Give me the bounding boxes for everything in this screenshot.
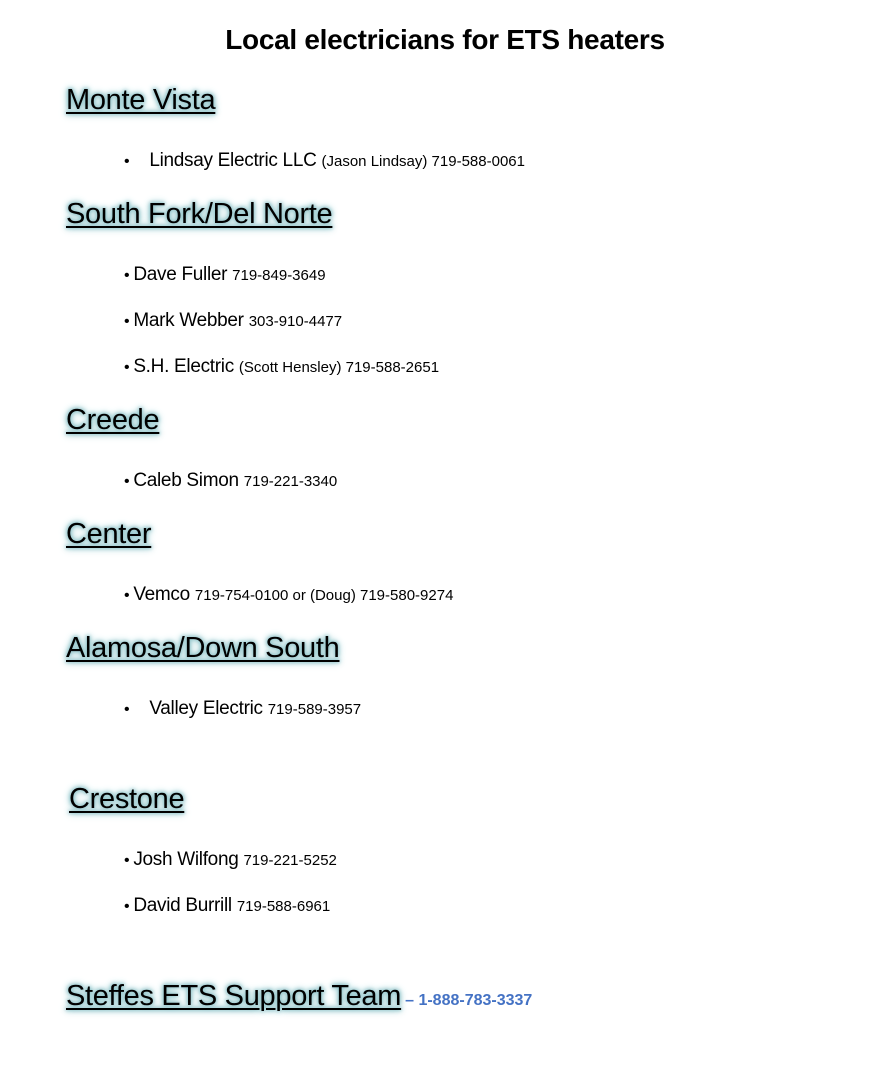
bullet-icon: • (124, 267, 130, 284)
contact-name: Valley Electric (149, 698, 263, 719)
list-item (124, 264, 326, 286)
section-heading-crestone: Crestone (69, 783, 185, 815)
contact-detail: 719-221-3340 (243, 473, 338, 490)
contact-name: Dave Fuller (133, 264, 228, 285)
contact-name: Mark Webber (133, 310, 244, 331)
bullet-icon: • (124, 587, 130, 604)
contact-name: S.H. Electric (133, 356, 234, 377)
contact-detail: 719-589-3957 (267, 701, 362, 718)
support-heading-label: Steffes ETS Support Team (66, 980, 402, 1012)
list-item (124, 584, 453, 606)
bullet-icon: • (124, 701, 130, 718)
contact-detail: 303-910-4477 (248, 313, 343, 330)
list-item (124, 356, 439, 378)
section-heading-monte-vista: Monte Vista (66, 84, 216, 116)
contact-detail: 719-588-6961 (236, 898, 331, 915)
bullet-icon: • (124, 898, 130, 915)
section-heading-center: Center (66, 518, 152, 550)
section-heading-south-fork: South Fork/Del Norte (66, 198, 333, 230)
list-item (124, 849, 337, 871)
section-heading-creede: Creede (66, 404, 160, 436)
contact-name: Vemco (133, 584, 190, 605)
contact-name: David Burrill (133, 895, 232, 916)
list-item (124, 150, 525, 172)
contact-name: Josh Wilfong (133, 849, 239, 870)
list-item (124, 895, 330, 917)
support-phone: – 1-888-783-3337 (405, 992, 533, 1009)
contact-detail: 719-849-3649 (232, 267, 326, 284)
bullet-icon: • (124, 359, 130, 376)
bullet-icon: • (124, 313, 130, 330)
contact-detail: (Jason Lindsay) 719-588-0061 (321, 153, 525, 170)
section-heading-alamosa: Alamosa/Down South (66, 632, 340, 664)
contact-detail: 719-221-5252 (243, 852, 337, 869)
list-item (124, 310, 342, 332)
list-item (124, 470, 337, 492)
list-item (124, 698, 361, 720)
bullet-icon: • (124, 153, 130, 170)
support-heading (66, 980, 532, 1013)
bullet-icon: • (124, 852, 130, 869)
contact-detail: 719-754-0100 or (Doug) 719-580-9274 (194, 587, 454, 604)
contact-name: Lindsay Electric LLC (149, 150, 317, 171)
bullet-icon: • (124, 473, 130, 490)
contact-detail: (Scott Hensley) 719-588-2651 (238, 359, 440, 376)
contact-name: Caleb Simon (133, 470, 239, 491)
page-title: Local electricians for ETS heaters (225, 24, 665, 55)
